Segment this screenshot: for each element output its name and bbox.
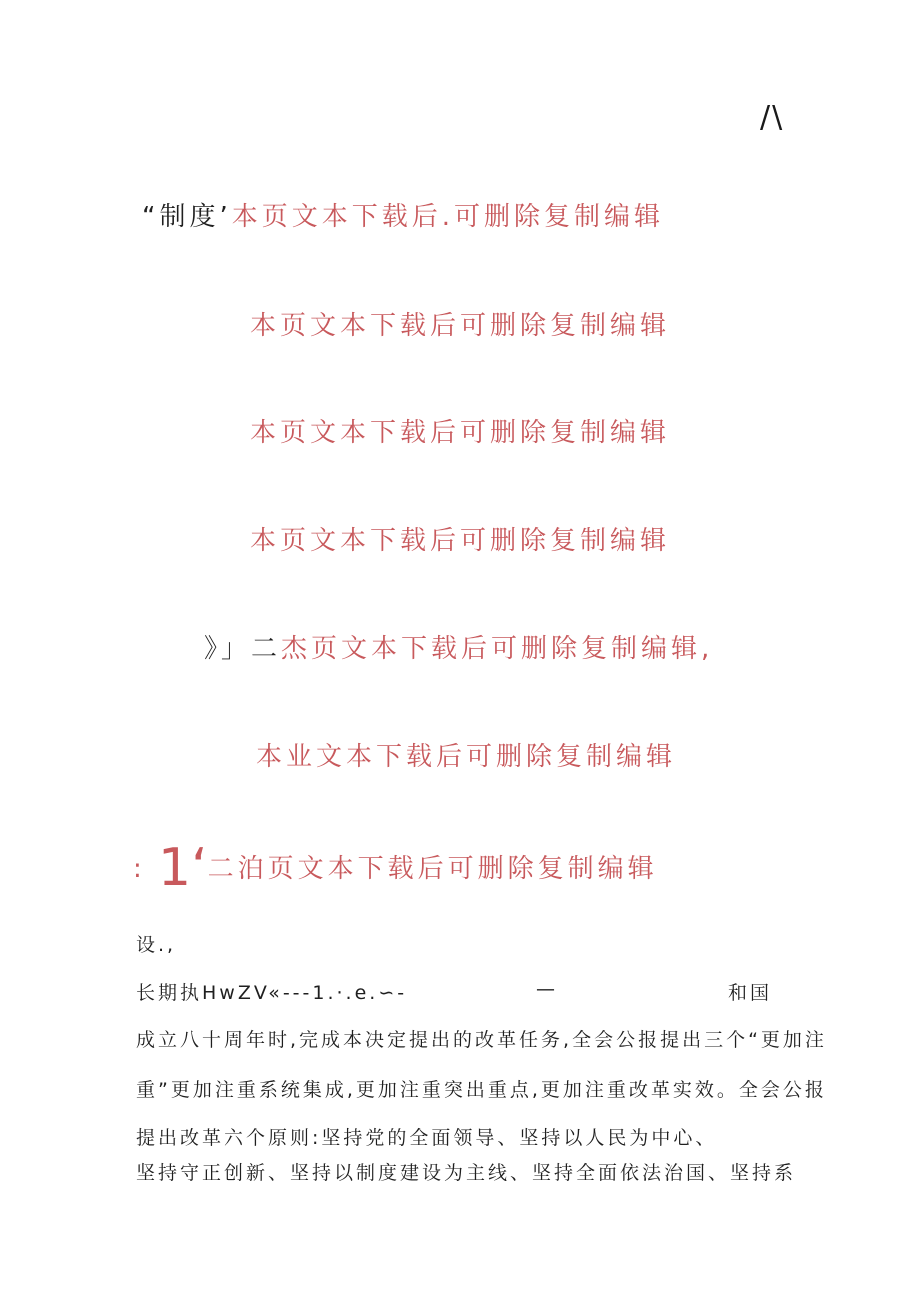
body-paragraph-0: 设.,: [136, 934, 177, 956]
line-7: [133, 830, 658, 898]
body-paragraph-4: 提出改革六个原则:坚持党的全面领导、坚持以人民为中心、: [136, 1127, 718, 1149]
body-paragraph-1-right: 和国: [728, 982, 773, 1004]
body-paragraph-3: 重”更加注重系统集成,更加注重突出重点,更加注重改革实效。全会公报: [136, 1079, 827, 1101]
corner-mark: /\: [760, 100, 785, 135]
line-7-big-number: 1‘: [158, 838, 208, 898]
line-5-prefix: 》」二: [204, 634, 282, 664]
line-6: 本业文本下载后可删除复制编辑: [256, 742, 677, 772]
body-paragraph-5: 坚持守正创新、坚持以制度建设为主线、坚持全面依法治国、坚持系: [136, 1162, 797, 1184]
line-1-red-text: 本页文本下载后.可删除复制编辑: [231, 202, 665, 232]
line-1-prefix: “制度’: [142, 202, 232, 232]
line-7-red-text: 二泊页文本下载后可删除复制编辑: [207, 854, 658, 884]
line-4: 本页文本下载后可删除复制编辑: [250, 526, 671, 556]
line-7-prefix: :: [133, 854, 146, 884]
line-1: [142, 196, 664, 233]
line-3: 本页文本下载后可删除复制编辑: [250, 418, 671, 448]
body-paragraph-1-left: 长期执HwZV«---1.·.e.∽-: [136, 982, 408, 1004]
body-paragraph-2: 成立八十周年时,完成本决定提出的改革任务,全会公报提出三个“更加注: [136, 1029, 827, 1051]
line-5-red-text: 杰页文本下载后可删除复制编辑,: [281, 634, 714, 664]
body-paragraph-1-dash: —: [536, 978, 555, 1000]
line-2: 本页文本下载后可删除复制编辑: [250, 311, 671, 341]
line-5: [204, 628, 713, 665]
